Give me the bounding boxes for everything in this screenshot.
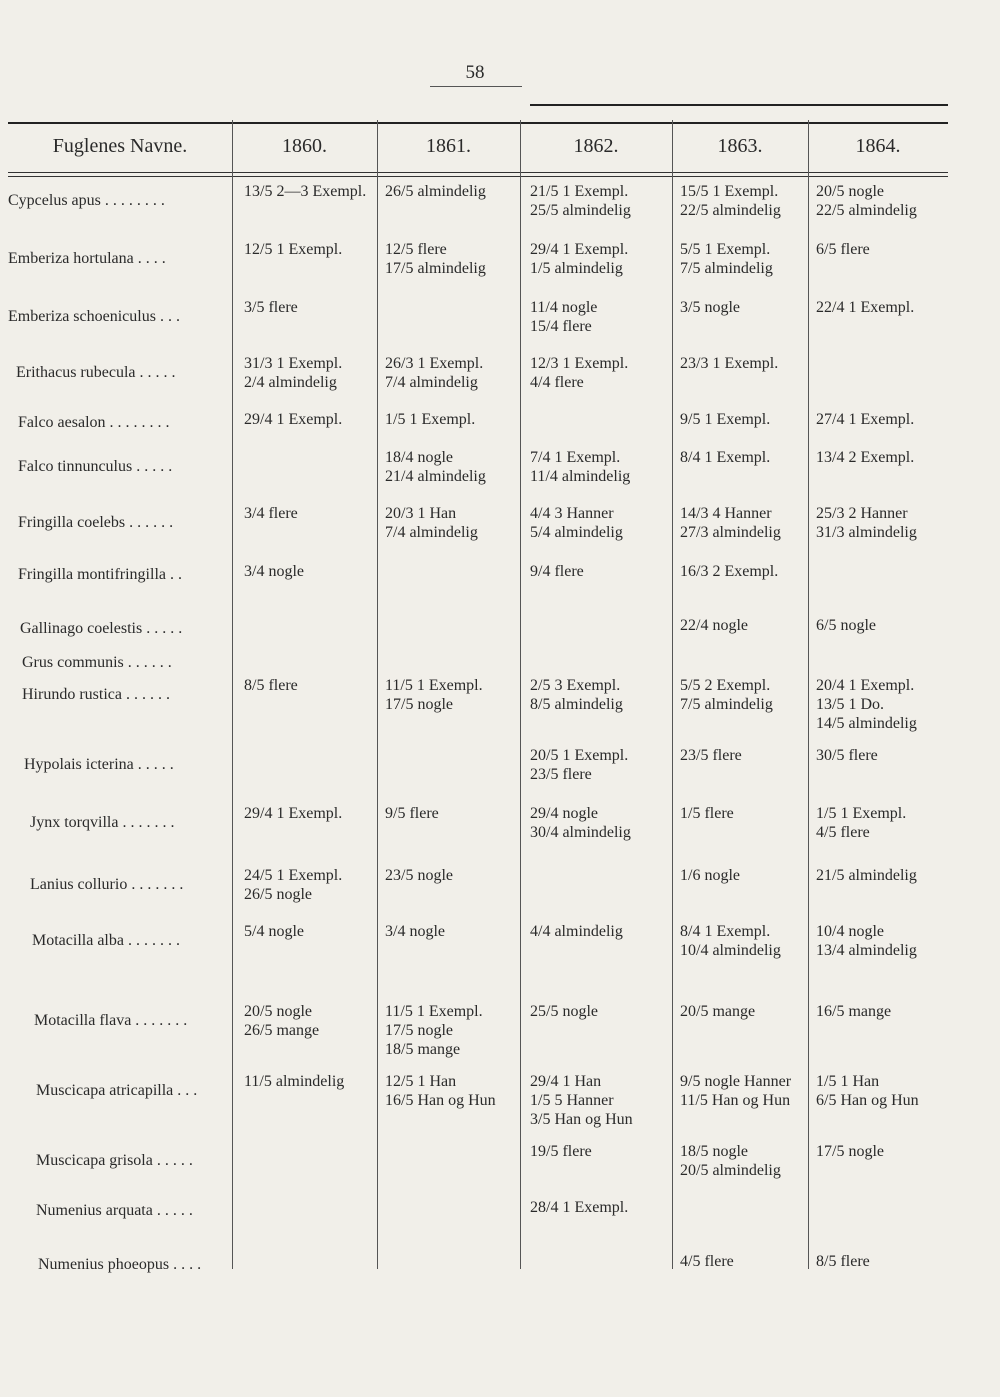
column-divider <box>672 120 673 1269</box>
cell-entry: 1/6 nogle <box>680 867 740 884</box>
cell-entry: 11/4 almindelig <box>530 468 631 485</box>
row-name: Gallinago coelestis . . . . . <box>20 620 183 637</box>
year-cell <box>244 504 298 523</box>
cell-entry: 27/4 1 Exempl. <box>816 411 915 428</box>
cell-entry: 8/5 almindelig <box>530 696 623 713</box>
year-cell <box>816 1142 884 1161</box>
row-name: Lanius collurio . . . . . . . <box>30 876 184 893</box>
year-cell <box>244 410 342 429</box>
year-cell <box>816 1002 891 1021</box>
cell-entry: 16/3 2 Exempl. <box>680 563 779 580</box>
row-name: Numenius phoeopus . . . . <box>38 1256 202 1273</box>
cell-entry: 20/5 almindelig <box>680 1162 781 1179</box>
cell-entry: 12/5 1 Han <box>385 1073 457 1090</box>
cell-entry: 2/4 almindelig <box>244 374 337 391</box>
cell-entry: 8/4 1 Exempl. <box>680 449 771 466</box>
year-cell <box>244 562 304 581</box>
cell-entry: 1/5 1 Exempl. <box>816 805 907 822</box>
cell-entry: 9/5 nogle Hanner <box>680 1073 792 1090</box>
cell-entry: 24/5 1 Exempl. <box>244 867 343 884</box>
row-name: Emberiza hortulana . . . . <box>8 250 166 267</box>
row-name: Hypolais icterina . . . . . <box>24 756 174 773</box>
year-cell <box>530 804 631 842</box>
year-cell <box>680 182 781 220</box>
cell-entry: 14/5 almindelig <box>816 715 917 732</box>
column-divider <box>520 120 521 1269</box>
header-year: 1860. <box>282 135 327 157</box>
cell-entry: 25/5 almindelig <box>530 202 631 219</box>
cell-entry: 5/5 1 Exempl. <box>680 241 771 258</box>
year-cell <box>530 1198 628 1217</box>
cell-entry: 6/5 flere <box>816 241 870 258</box>
row-name: Jynx torqvilla . . . . . . . <box>30 814 175 831</box>
cell-entry: 29/4 1 Exempl. <box>244 805 343 822</box>
cell-entry: 16/5 mange <box>816 1003 892 1020</box>
year-cell <box>385 1072 496 1110</box>
cell-entry: 4/5 flere <box>680 1253 734 1270</box>
cell-entry: 5/4 almindelig <box>530 524 623 541</box>
year-cell <box>680 354 778 373</box>
cell-entry: 6/5 Han og Hun <box>816 1092 919 1109</box>
year-cell <box>530 504 623 542</box>
cell-entry: 13/4 2 Exempl. <box>816 449 915 466</box>
year-cell <box>680 922 781 960</box>
cell-entry: 20/5 nogle <box>244 1003 312 1020</box>
year-cell <box>816 1252 870 1271</box>
year-cell <box>385 804 439 823</box>
year-cell <box>385 504 478 542</box>
cell-entry: 11/5 1 Exempl. <box>385 677 483 694</box>
cell-entry: 11/5 1 Exempl. <box>385 1003 483 1020</box>
cell-entry: 30/5 flere <box>816 747 878 764</box>
year-cell <box>244 804 342 823</box>
table-header-bottom-rule-2 <box>8 176 948 177</box>
cell-entry: 11/5 Han og Hun <box>680 1092 791 1109</box>
row-name: Numenius arquata . . . . . <box>36 1202 193 1219</box>
cell-entry: 5/5 2 Exempl. <box>680 677 771 694</box>
page-number-rule <box>430 86 522 87</box>
year-cell <box>530 1002 598 1021</box>
cell-entry: 8/5 flere <box>816 1253 870 1270</box>
row-name: Motacilla alba . . . . . . . <box>32 932 180 949</box>
row-name: Motacilla flava . . . . . . . <box>34 1012 188 1029</box>
cell-entry: 10/4 nogle <box>816 923 884 940</box>
year-cell <box>244 676 298 695</box>
year-cell <box>530 1072 633 1129</box>
cell-entry: 7/4 almindelig <box>385 374 478 391</box>
row-name: Falco aesalon . . . . . . . . <box>18 414 170 431</box>
cell-entry: 20/5 1 Exempl. <box>530 747 629 764</box>
cell-entry: 29/4 1 Han <box>530 1073 602 1090</box>
cell-entry: 30/4 almindelig <box>530 824 631 841</box>
cell-entry: 20/4 1 Exempl. <box>816 677 915 694</box>
cell-entry: 3/5 Han og Hun <box>530 1111 633 1128</box>
table-top-rule <box>530 104 948 106</box>
year-cell <box>385 1002 483 1059</box>
cell-entry: 19/5 flere <box>530 1143 592 1160</box>
cell-entry: 5/4 nogle <box>244 923 304 940</box>
year-cell <box>244 1072 344 1091</box>
cell-entry: 29/4 nogle <box>530 805 598 822</box>
cell-entry: 1/5 flere <box>680 805 734 822</box>
cell-entry: 10/4 almindelig <box>680 942 781 959</box>
row-name: Grus communis . . . . . . <box>22 654 172 671</box>
cell-entry: 16/5 Han og Hun <box>385 1092 496 1109</box>
year-cell <box>530 298 597 336</box>
cell-entry: 27/3 almindelig <box>680 524 781 541</box>
cell-entry: 4/4 almindelig <box>530 923 623 940</box>
year-cell <box>385 922 445 941</box>
cell-entry: 9/5 flere <box>385 805 439 822</box>
year-cell <box>816 922 917 960</box>
cell-entry: 15/5 1 Exempl. <box>680 183 779 200</box>
year-cell <box>816 746 878 765</box>
cell-entry: 4/4 3 Hanner <box>530 505 614 522</box>
header-name: Fuglenes Navne. <box>52 135 188 157</box>
year-cell <box>530 922 623 941</box>
header-year: 1863. <box>717 135 763 157</box>
row-name: Falco tinnunculus . . . . . <box>18 458 173 475</box>
year-cell <box>680 804 734 823</box>
cell-entry: 23/5 flere <box>680 747 742 764</box>
cell-entry: 17/5 almindelig <box>385 260 486 277</box>
year-cell <box>385 866 453 885</box>
year-cell <box>530 562 584 581</box>
year-cell <box>385 240 486 278</box>
cell-entry: 28/4 1 Exempl. <box>530 1199 629 1216</box>
year-cell <box>244 298 298 317</box>
year-cell <box>244 1002 319 1040</box>
cell-entry: 31/3 1 Exempl. <box>244 355 343 372</box>
year-cell <box>244 922 304 941</box>
cell-entry: 29/4 1 Exempl. <box>244 411 343 428</box>
cell-entry: 4/5 flere <box>816 824 870 841</box>
year-cell <box>680 298 740 317</box>
year-cell <box>385 448 486 486</box>
cell-entry: 26/3 1 Exempl. <box>385 355 484 372</box>
cell-entry: 22/5 almindelig <box>680 202 781 219</box>
year-cell <box>530 746 628 784</box>
cell-entry: 12/5 flere <box>385 241 447 258</box>
year-cell <box>816 298 914 317</box>
year-cell <box>530 676 623 714</box>
cell-entry: 14/3 4 Hanner <box>680 505 772 522</box>
cell-entry: 1/5 1 Han <box>816 1073 880 1090</box>
cell-entry: 20/3 1 Han <box>385 505 457 522</box>
year-cell <box>680 676 773 714</box>
row-name: Muscicapa grisola . . . . . <box>36 1152 193 1169</box>
year-cell <box>816 1072 919 1110</box>
cell-entry: 1/5 1 Exempl. <box>385 411 476 428</box>
year-cell <box>385 182 486 201</box>
cell-entry: 26/5 nogle <box>244 886 312 903</box>
cell-entry: 20/5 nogle <box>816 183 884 200</box>
year-cell <box>680 866 740 885</box>
year-cell <box>244 182 366 201</box>
cell-entry: 13/5 1 Do. <box>816 696 884 713</box>
year-cell <box>680 240 773 278</box>
header-year: 1862. <box>573 135 619 157</box>
cell-entry: 23/5 flere <box>530 766 592 783</box>
cell-entry: 17/5 nogle <box>385 1022 453 1039</box>
cell-entry: 18/5 mange <box>385 1041 461 1058</box>
cell-entry: 18/4 nogle <box>385 449 453 466</box>
cell-entry: 9/5 1 Exempl. <box>680 411 771 428</box>
year-cell <box>680 1002 755 1021</box>
column-divider <box>808 120 809 1269</box>
cell-entry: 13/5 2—3 Exempl. <box>244 183 367 200</box>
year-cell <box>385 676 483 714</box>
cell-entry: 6/5 nogle <box>816 617 876 634</box>
cell-entry: 23/5 nogle <box>385 867 453 884</box>
cell-entry: 22/4 1 Exempl. <box>816 299 915 316</box>
year-cell <box>244 866 342 904</box>
year-cell <box>530 1142 592 1161</box>
cell-entry: 11/5 almindelig <box>244 1073 345 1090</box>
year-cell <box>680 504 781 542</box>
year-cell <box>530 354 628 392</box>
row-name: Hirundo rustica . . . . . . <box>22 686 170 703</box>
year-cell <box>680 616 748 635</box>
cell-entry: 21/5 almindelig <box>816 867 917 884</box>
year-cell <box>680 410 770 429</box>
column-divider <box>232 120 233 1269</box>
year-cell <box>680 448 770 467</box>
year-cell <box>816 676 917 733</box>
cell-entry: 31/3 almindelig <box>816 524 917 541</box>
year-cell <box>680 1072 791 1110</box>
year-cell <box>816 504 917 542</box>
cell-entry: 8/4 1 Exempl. <box>680 923 771 940</box>
cell-entry: 25/5 nogle <box>530 1003 598 1020</box>
cell-entry: 15/4 flere <box>530 318 592 335</box>
cell-entry: 1/5 almindelig <box>530 260 623 277</box>
cell-entry: 22/4 nogle <box>680 617 748 634</box>
year-cell <box>244 240 342 259</box>
year-cell <box>530 448 630 486</box>
cell-entry: 21/5 1 Exempl. <box>530 183 629 200</box>
cell-entry: 7/4 1 Exempl. <box>530 449 621 466</box>
cell-entry: 23/3 1 Exempl. <box>680 355 779 372</box>
year-cell <box>680 1142 781 1180</box>
page-number: 58 <box>465 62 485 83</box>
year-cell <box>680 1252 734 1271</box>
cell-entry: 3/5 nogle <box>680 299 740 316</box>
cell-entry: 18/5 nogle <box>680 1143 748 1160</box>
row-name: Emberiza schoeniculus . . . <box>8 308 180 325</box>
cell-entry: 13/4 almindelig <box>816 942 917 959</box>
cell-entry: 29/4 1 Exempl. <box>530 241 629 258</box>
year-cell <box>680 562 778 581</box>
cell-entry: 12/3 1 Exempl. <box>530 355 629 372</box>
column-divider <box>377 120 378 1269</box>
cell-entry: 1/5 5 Hanner <box>530 1092 614 1109</box>
cell-entry: 20/5 mange <box>680 1003 756 1020</box>
cell-entry: 26/5 almindelig <box>385 183 486 200</box>
row-name: Erithacus rubecula . . . . . <box>16 364 176 381</box>
cell-entry: 17/5 nogle <box>816 1143 884 1160</box>
year-cell <box>680 746 742 765</box>
row-name: Muscicapa atricapilla . . . <box>36 1082 198 1099</box>
cell-entry: 22/5 almindelig <box>816 202 917 219</box>
row-name: Cypcelus apus . . . . . . . . <box>8 192 165 209</box>
row-name: Fringilla montifringilla . . <box>18 566 182 583</box>
cell-entry: 3/4 nogle <box>385 923 445 940</box>
header-year: 1864. <box>855 135 901 157</box>
cell-entry: 3/4 nogle <box>244 563 304 580</box>
year-cell <box>816 616 876 635</box>
header-year: 1861. <box>426 135 471 157</box>
year-cell <box>816 182 917 220</box>
cell-entry: 21/4 almindelig <box>385 468 486 485</box>
cell-entry: 3/5 flere <box>244 299 298 316</box>
cell-entry: 25/3 2 Hanner <box>816 505 908 522</box>
year-cell <box>385 410 475 429</box>
cell-entry: 7/5 almindelig <box>680 260 773 277</box>
cell-entry: 17/5 nogle <box>385 696 453 713</box>
cell-entry: 7/5 almindelig <box>680 696 773 713</box>
row-name: Fringilla coelebs . . . . . . <box>18 514 174 531</box>
cell-entry: 4/4 flere <box>530 374 584 391</box>
cell-entry: 2/5 3 Exempl. <box>530 677 621 694</box>
cell-entry: 11/4 nogle <box>530 299 598 316</box>
cell-entry: 8/5 flere <box>244 677 298 694</box>
year-cell <box>816 240 870 259</box>
year-cell <box>244 354 342 392</box>
cell-entry: 26/5 mange <box>244 1022 320 1039</box>
year-cell <box>385 354 483 392</box>
year-cell <box>816 410 914 429</box>
year-cell <box>530 182 631 220</box>
table-header-rule <box>8 122 948 124</box>
year-cell <box>816 448 914 467</box>
year-cell <box>816 866 917 885</box>
cell-entry: 9/4 flere <box>530 563 584 580</box>
cell-entry: 3/4 flere <box>244 505 298 522</box>
cell-entry: 12/5 1 Exempl. <box>244 241 343 258</box>
year-cell <box>816 804 906 842</box>
cell-entry: 7/4 almindelig <box>385 524 478 541</box>
year-cell <box>530 240 628 278</box>
table-header-bottom-rule <box>8 172 948 173</box>
